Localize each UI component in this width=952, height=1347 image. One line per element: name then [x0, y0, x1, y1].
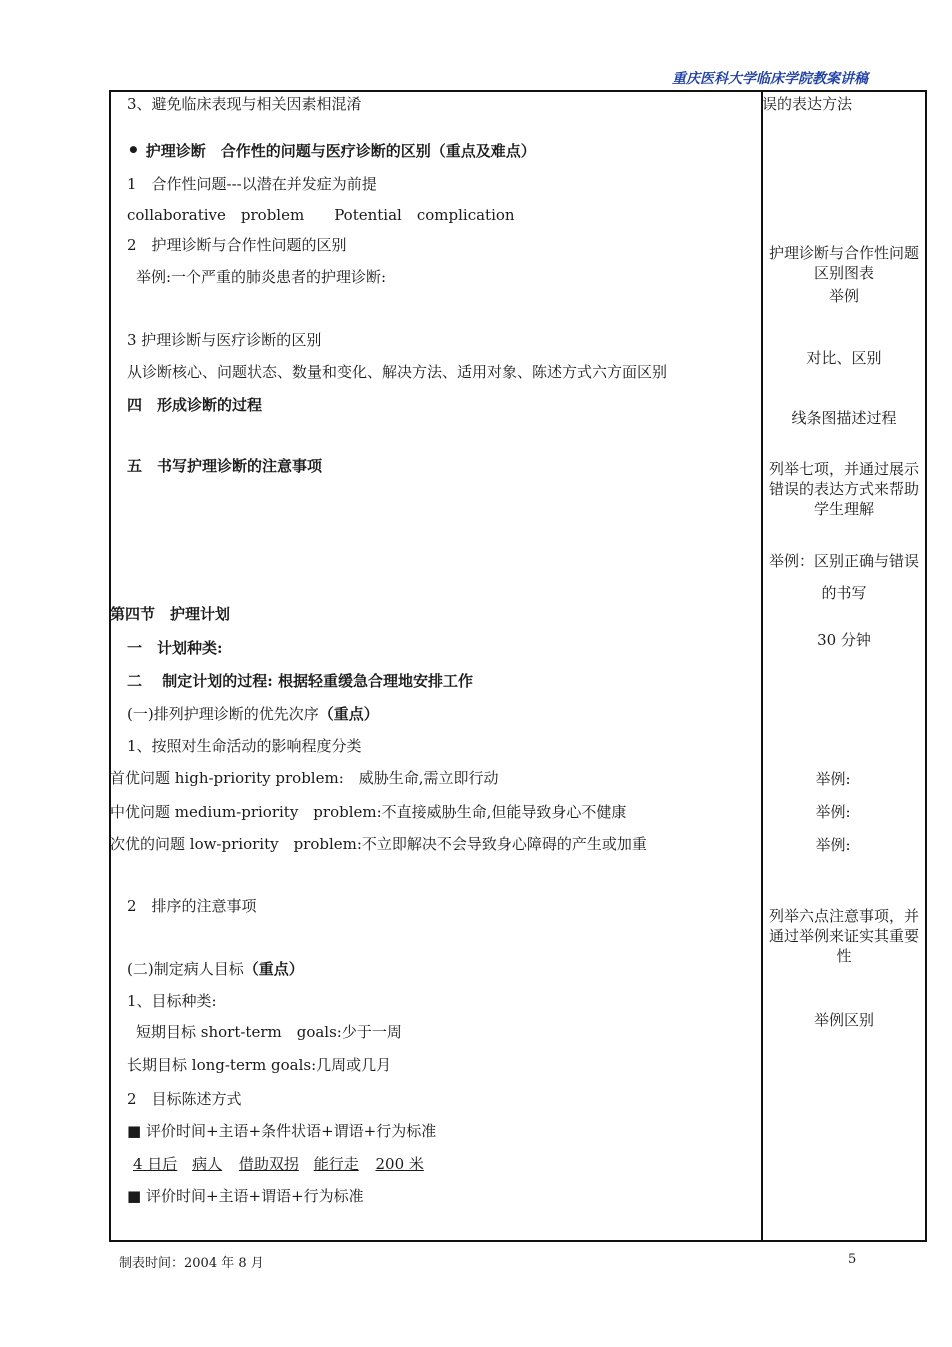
text-line: 从诊断核心、问题状态、数量和变化、解决方法、适用对象、陈述方式六方面区别 — [127, 363, 668, 381]
section-heading: 二 制定计划的过程: 根据轻重缓急合理地安排工作 — [127, 672, 473, 690]
text-line: 2 排序的注意事项 — [127, 897, 257, 915]
note-text: 列举七项，并通过展示错误的表达方式来帮助学生理解 — [768, 460, 919, 518]
example-token: 200 米 — [375, 1155, 424, 1173]
note-text: 举例区别 — [813, 1011, 874, 1029]
text-line: ■ 评价时间+主语+谓语+行为标准 — [127, 1187, 364, 1205]
text-line: 长期目标 long-term goals:几周或几月 — [127, 1056, 392, 1074]
section-heading: 一 计划种类: — [127, 639, 223, 657]
text-line-part: (二)制定病人目标 — [127, 960, 244, 978]
example-token: 4 日后 — [133, 1155, 178, 1173]
footer-date: 制表时间：2004 年 8 月 — [119, 1256, 264, 1271]
note-text: 列举六点注意事项，并通过举例来证实其重要性 — [768, 907, 919, 965]
example-line — [127, 1155, 424, 1173]
text-line: 次优的问题 low-priority problem:不立即解决不会导致身心障碍的产生或加重 — [110, 835, 647, 853]
example-token: 借助双拐 — [238, 1155, 299, 1173]
bullet-icon: • — [127, 138, 140, 162]
page-number: 5 — [848, 1252, 857, 1267]
note-text: 线条图描述过程 — [791, 409, 897, 427]
note-text: 误的表达方法 — [762, 95, 853, 113]
example-token: 病人 — [192, 1155, 223, 1173]
note-text: 举例: — [815, 803, 851, 821]
section-heading — [127, 140, 536, 160]
note-text: 举例：区别正确与错误的书写 — [768, 552, 919, 602]
document-header: 重庆医科大学临床学院教案讲稿 — [672, 71, 868, 87]
emphasis-label: （重点） — [243, 960, 304, 978]
section-heading: 四 形成诊断的过程 — [127, 396, 263, 414]
text-line: collaborative problem Potential complication — [127, 206, 515, 224]
text-line: 2 目标陈述方式 — [127, 1090, 242, 1108]
text-line: 1 合作性问题---以潜在并发症为前提 — [127, 175, 377, 193]
note-text: 30 分钟 — [817, 631, 871, 649]
text-line — [127, 960, 304, 978]
text-line: ■ 评价时间+主语+条件状语+谓语+行为标准 — [127, 1122, 437, 1140]
text-line: 中优问题 medium-priority problem:不直接威胁生命,但能导致身心不健康 — [110, 803, 627, 821]
text-line: 短期目标 short-term goals:少于一周 — [136, 1023, 402, 1041]
text-line: 1、目标种类: — [127, 992, 217, 1010]
note-text: 举例: — [815, 770, 851, 788]
note-text: 举例: — [815, 836, 851, 854]
section-heading-text: 护理诊断 合作性的问题与医疗诊断的区别（重点及难点） — [145, 142, 536, 160]
note-text: 对比、区别 — [806, 349, 882, 367]
text-line: 举例:一个严重的肺炎患者的护理诊断: — [136, 268, 387, 286]
text-line — [127, 705, 379, 723]
note-text: 护理诊断与合作性问题区别图表 — [768, 244, 919, 282]
text-line-part: (一)排列护理诊断的优先次序 — [127, 705, 319, 723]
text-line: 3、避免临床表现与相关因素相混淆 — [127, 95, 362, 113]
text-line: 1、按照对生命活动的影响程度分类 — [127, 737, 362, 755]
note-text: 举例 — [828, 287, 859, 305]
emphasis-label: （重点） — [318, 705, 379, 723]
text-line: 首优问题 high-priority problem: 威胁生命,需立即行动 — [110, 769, 499, 787]
section-heading: 五 书写护理诊断的注意事项 — [127, 457, 323, 475]
example-token: 能行走 — [313, 1155, 359, 1173]
chapter-heading: 第四节 护理计划 — [110, 605, 231, 623]
text-line: 3 护理诊断与医疗诊断的区别 — [127, 331, 322, 349]
text-line: 2 护理诊断与合作性问题的区别 — [127, 236, 347, 254]
